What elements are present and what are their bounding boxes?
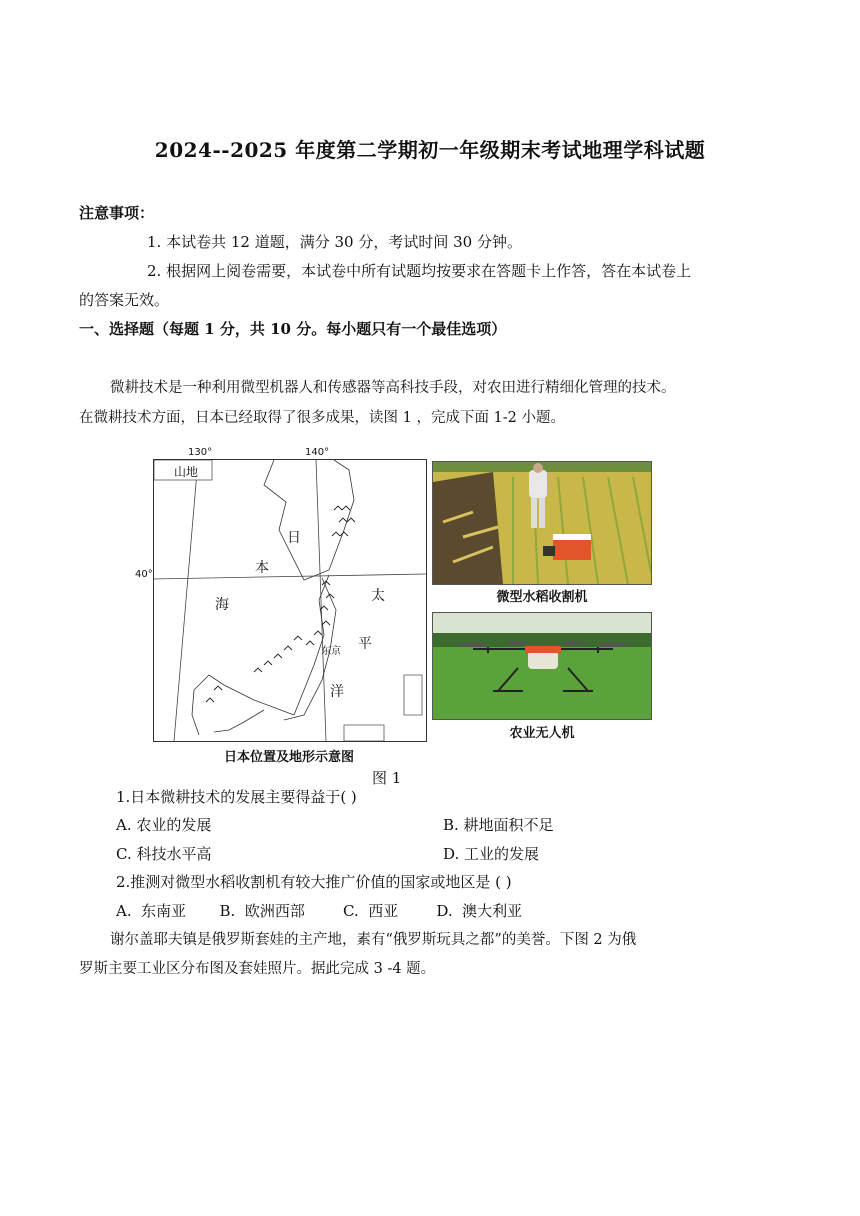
longitude-140-label: 140° — [305, 447, 330, 458]
map-caption: 日本位置及地形示意图 — [223, 750, 354, 765]
longitude-130-label: 130° — [188, 447, 213, 458]
ocean-char-1: 太 — [371, 588, 385, 604]
question-2-options[interactable]: A. 东南亚 B. 欧洲西部 C. 西亚 D. 澳大利亚 — [116, 902, 523, 920]
sea-char-1: 日 — [287, 530, 301, 546]
notice-item-2-line-1: 2. 根据网上阅卷需要，本试卷中所有试题均按要求在答题卡上作答，答在本试卷上 — [147, 262, 692, 280]
drone-caption: 农业无人机 — [509, 726, 575, 741]
page-title: 2024--2025 年度第二学期初一年级期末考试地理学科试题 — [154, 138, 706, 162]
ocean-char-3: 洋 — [330, 684, 344, 700]
section-1-heading: 一、选择题（每题 1 分，共 10 分。每小题只有一个最佳选项） — [79, 320, 507, 338]
question-1-stem: 1.日本微耕技术的发展主要得益于( ) — [116, 788, 357, 806]
notice-item-2-line-2: 的答案无效。 — [79, 291, 170, 309]
question-2-stem: 2.推测对微型水稻收割机有较大推广价值的国家或地区是 ( ) — [116, 873, 512, 891]
sea-char-2: 本 — [255, 560, 269, 576]
latitude-40-label: 40° — [135, 569, 153, 580]
question-1-option-a[interactable]: A. 农业的发展 — [116, 816, 212, 834]
harvester-caption: 微型水稻收割机 — [496, 590, 588, 605]
intro-2-line-2: 罗斯主要工业区分布图及套娃照片。据此完成 3 -4 题。 — [79, 961, 436, 977]
japan-map-drawing — [154, 460, 426, 741]
rice-harvester-illustration — [433, 462, 651, 584]
question-1-option-c[interactable]: C. 科技水平高 — [116, 845, 212, 863]
notice-item-1: 1. 本试卷共 12 道题，满分 30 分，考试时间 30 分钟。 — [147, 233, 522, 251]
question-1-option-b[interactable]: B. 耕地面积不足 — [443, 816, 554, 834]
figure-1-label: 图 1 — [372, 769, 402, 787]
agricultural-drone-photo — [432, 612, 652, 720]
notice-heading: 注意事项： — [79, 204, 155, 222]
drone-illustration — [433, 613, 651, 719]
question-1-option-d[interactable]: D. 工业的发展 — [443, 845, 540, 863]
rice-harvester-photo — [432, 461, 652, 585]
legend-mountain-label: 山地 — [174, 465, 199, 479]
intro-1-line-1: 微耕技术是一种利用微型机器人和传感器等高科技手段，对农田进行精细化管理的技术。 — [110, 380, 676, 396]
japan-map — [153, 459, 427, 742]
intro-2-line-1: 谢尔盖耶夫镇是俄罗斯套娃的主产地，素有“俄罗斯玩具之都”的美誉。下图 2 为俄 — [110, 932, 637, 948]
intro-1-line-2: 在微耕技术方面，日本已经取得了很多成果，读图 1 ，完成下面 1-2 小题。 — [79, 410, 566, 426]
tokyo-label: 东京 — [321, 646, 341, 657]
ocean-char-2: 平 — [358, 636, 372, 652]
sea-char-3: 海 — [215, 597, 229, 613]
